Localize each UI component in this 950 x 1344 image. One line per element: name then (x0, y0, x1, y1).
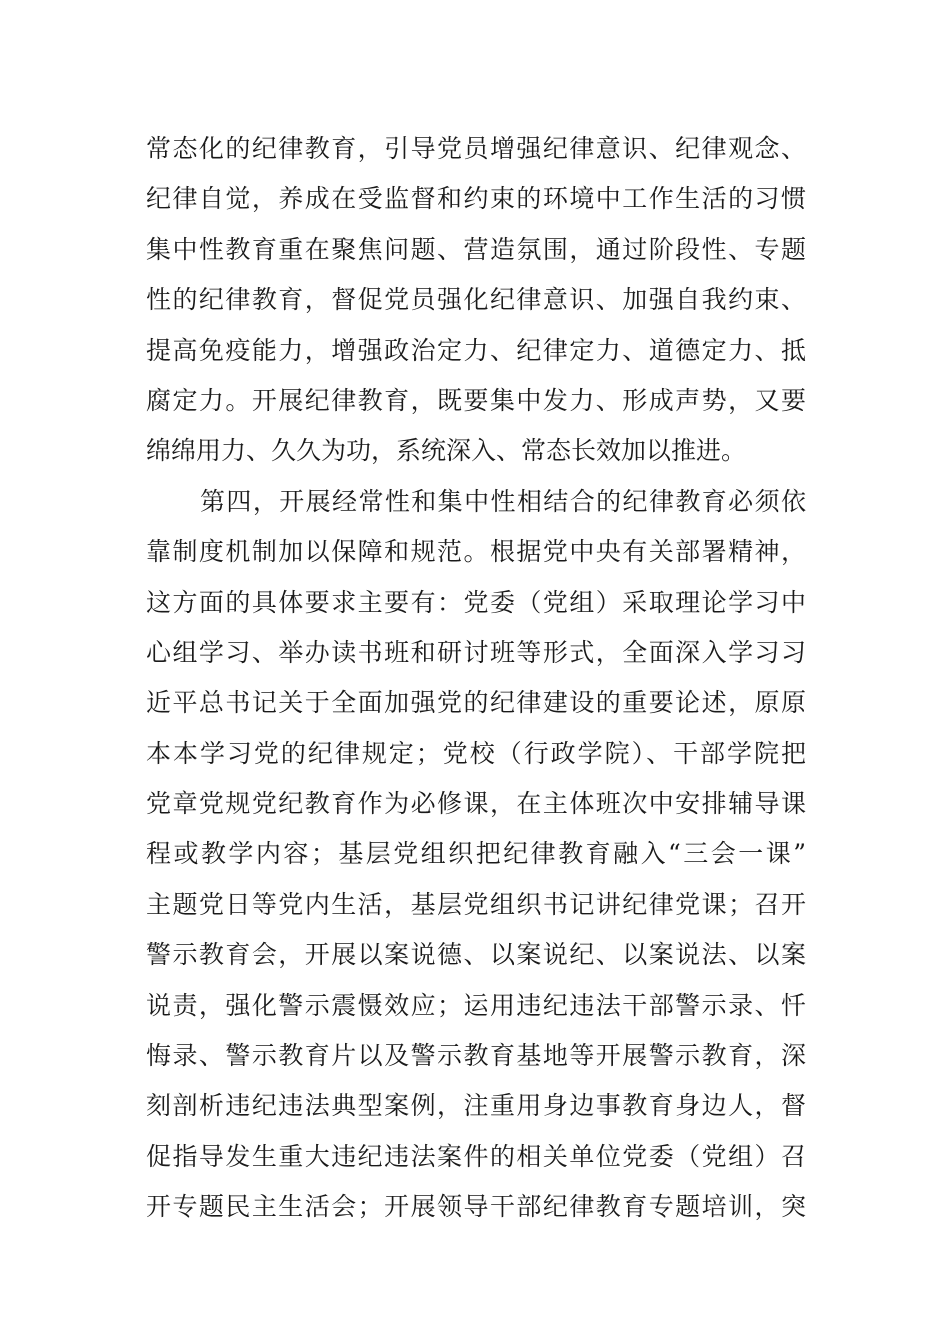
text-line: 主题党日等党内生活，基层党组织书记讲纪律党课；召开 (146, 889, 806, 919)
text-line: 党章党规党纪教育作为必修课，在主体班次中安排辅导课 (146, 789, 806, 819)
text-line: 腐定力。开展纪律教育，既要集中发力、形成声势，又要 (146, 385, 806, 415)
text-line: 促指导发生重大违纪违法案件的相关单位党委（党组）召 (146, 1141, 806, 1171)
text-line: 纪律自觉，养成在受监督和约束的环境中工作生活的习惯 (146, 184, 806, 214)
text-line: 刻剖析违纪违法典型案例，注重用身边事教育身边人，督 (146, 1091, 806, 1121)
text-line: 心组学习、举办读书班和研讨班等形式，全面深入学习习 (146, 637, 806, 667)
text-line: 绵绵用力、久久为功，系统深入、常态长效加以推进。 (146, 436, 747, 466)
text-line: 提高免疫能力，增强政治定力、纪律定力、道德定力、抵 (146, 335, 806, 365)
text-line: 开专题民主生活会；开展领导干部纪律教育专题培训，突 (146, 1192, 806, 1222)
text-line: 本本学习党的纪律规定；党校（行政学院）、干部学院把 (146, 738, 806, 768)
text-line: 程或教学内容；基层党组织把纪律教育融入“三会一课” (146, 839, 806, 869)
text-line: 常态化的纪律教育，引导党员增强纪律意识、纪律观念、 (146, 134, 806, 163)
text-line: 第四，开展经常性和集中性相结合的纪律教育必须依 (200, 486, 806, 516)
text-line: 近平总书记关于全面加强党的纪律建设的重要论述，原原 (146, 688, 806, 718)
paragraph-1 (146, 124, 806, 477)
text-line: 悔录、警示教育片以及警示教育基地等开展警示教育，深 (146, 1041, 806, 1071)
document-body (146, 124, 806, 1233)
text-line: 性的纪律教育，督促党员强化纪律意识、加强自我约束、 (146, 285, 806, 315)
text-line: 这方面的具体要求主要有：党委（党组）采取理论学习中 (146, 587, 806, 617)
paragraph-2 (146, 477, 806, 1233)
text-line: 说责，强化警示震慑效应；运用违纪违法干部警示录、忏 (146, 990, 806, 1020)
text-line: 靠制度机制加以保障和规范。根据党中央有关部署精神， (146, 537, 806, 567)
text-line: 警示教育会，开展以案说德、以案说纪、以案说法、以案 (146, 940, 806, 970)
text-line: 集中性教育重在聚焦问题、营造氛围，通过阶段性、专题 (146, 234, 806, 264)
